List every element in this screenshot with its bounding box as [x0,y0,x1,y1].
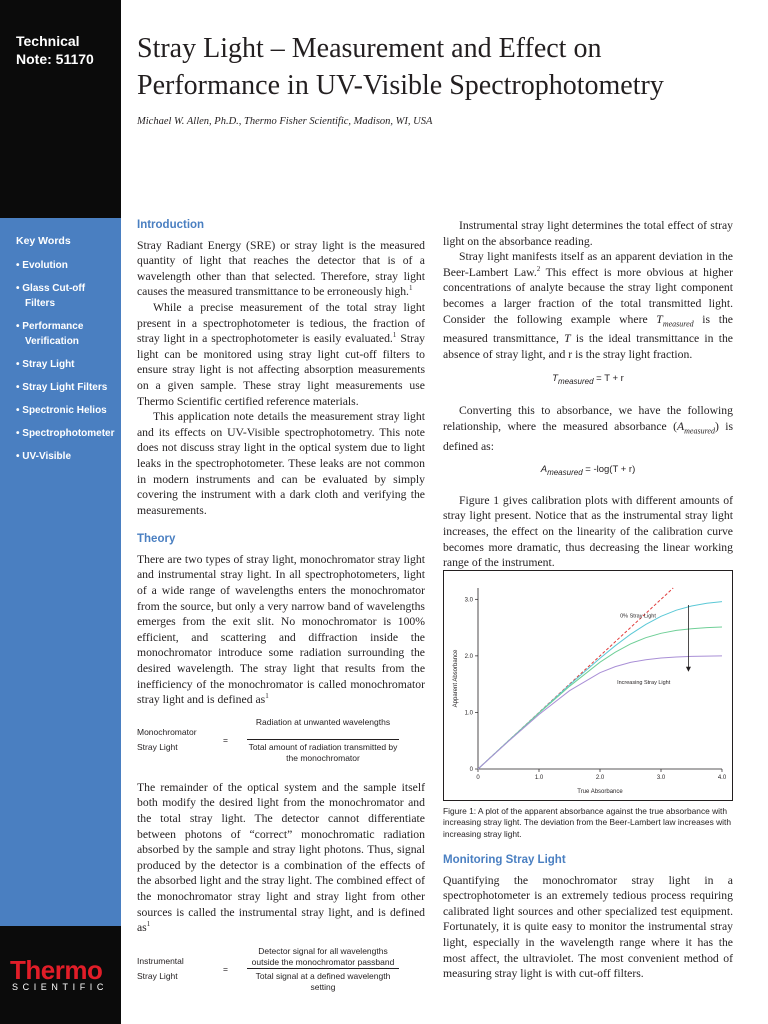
keyword-item: • UV-Visible [16,451,72,462]
keyword-item: • Evolution [16,260,68,271]
absorbance-formula [443,462,733,480]
keyword-item: • Performance Verification [16,321,84,347]
technical-note-line1: Technical [16,33,80,49]
introduction-heading: Introduction [137,219,205,231]
y-tick-label: 1.0 [464,710,473,717]
equation-label: Instrumental [137,955,184,966]
equation-label: Monochromator [137,726,197,737]
var-subscript: measured [547,468,583,478]
var-T: T [656,312,663,326]
keyword-item: • Stray Light [16,359,75,370]
thermo-logo: Thermo [10,955,103,985]
right-column-bottom [443,853,733,982]
y-tick-label: 0 [469,767,473,773]
theory-p1-text: There are two types of stray light, monochromator stray light and instrumental stray light. In all spectrophotometers, light of a wide range of wavelengths enters the monochromator from the source, but only a very narrow band of wavelengths emerges from the exit slit. No monochromator is 100% efficient, and scattering and diffraction inside the monochromator introduce some radiation surrounding the desired wavelength. The stray light that results from the inefficiency of the monochromator is called monochromator stray light and is defined as [137,552,425,707]
keyword-item: • Spectrophotometer [16,428,115,439]
keyword-item: • Glass Cut-off Filters [16,283,86,309]
right-p2b-text: This effect is more obvious at higher concentrations of analyte because the stray light component becomes a larger fraction of the total transmitted light. Consider the following example where [443,265,733,326]
var-A: A [540,464,548,476]
monitoring-stray-light-heading: Monitoring Stray Light [443,854,566,866]
figure-1-box [443,570,733,801]
technical-note-number: Note: 51170 [16,51,94,67]
theory-heading: Theory [137,533,176,546]
y-tick-label: 3.0 [464,597,473,604]
series-line-2 [478,627,722,769]
intro-p1-text: Stray Radiant Energy (SRE) or stray light is the measured quantity of light that reaches the detector that is of a wavelength other than that selected. Therefore, stray light causes the measured transmittance to be erroneously high. [137,238,425,299]
footnote-ref: 1 [146,920,151,929]
right-column [443,218,733,571]
var-subscript: measured [684,426,715,436]
absorbance-chart [444,571,732,800]
intro-p2b-text: Stray light can be monitored using stray light cut-off filters to ensure stray light is not affecting absorption measurements on a given sample. These stray light measurements use Thermo Scientific certified reference materials. [137,332,425,408]
right-p2c-text: is the measured transmittance, [443,312,733,346]
right-paragraph-4: Figure 1 gives calibration plots with different amounts of stray light present. Notice that as the instrumental stray light increases, the effect on the linearity of the calibration curve becomes more dramatic, thus decreasing the linear working range of the instrument. [443,493,733,570]
theory-paragraph-2 [137,780,425,936]
right-p3-text: Converting this to absorbance, we have the following relationship, where the measured absorbance ( [443,404,733,433]
equation-denominator: Total signal at a defined wavelength setting [255,970,391,992]
equation-label: Stray Light [137,970,178,981]
monochromator-stray-light-equation [137,717,425,767]
right-p2a-text: Stray light manifests itself as an apparent deviation in the Beer-Lambert Law. [443,250,733,279]
var-subscript: measured [557,376,594,386]
var-subscript: measured [662,318,694,328]
keywords-title: Key Words [16,235,71,247]
intro-paragraph-2 [137,300,425,409]
intro-p2a-text: While a precise measurement of the total stray light present in a spectrophotometer is tedious, the fraction of stray light in a spectrophotometer is easily evaluated. [137,300,425,346]
intro-paragraph-3: This application note details the measurement stray light and its effects on UV-Visible spectrophotometry. This note does not discuss stray light in the optical system due to light leaks in the spectrophotometer. These leaks are not common in modern instruments and can be evaluated by simply covering the instrument with a dark cloth and verifying the measurements. [137,410,425,517]
keywords-list [16,258,116,472]
var-T: T [564,332,571,346]
footnote-ref: 1 [265,692,269,701]
formula-rhs: = -log(T + r) [582,464,636,476]
footnote-ref: 1 [408,284,413,293]
series-line-3 [478,656,722,769]
monitoring-paragraph: Quantifying the monochromator stray light in a spectrophotometer is an extremely tedious process requiring calibrated light sources and other specialized test equipment. Fortunately, it is quite easy to monitor the instrumental stray light, especially in the wavelength range where it has the most affect, the ultraviolet. The most convenient method of measuring stray light is with cut-off filters. [443,873,733,981]
equals-sign: = [223,963,228,974]
page-title [137,30,757,104]
annotation-zero-stray: 0% Stray Light [620,613,656,620]
technical-note-label [16,32,94,68]
equation-numerator: Radiation at unwanted wavelengths [255,716,391,727]
equals-sign: = [223,734,228,745]
var-A: A [677,419,685,433]
right-paragraph-1: Instrumental stray light determines the total effect of stray light on the absorbance reading. [443,219,733,248]
y-axis-label: Apparent Absorbance [453,649,459,708]
author-line: Michael W. Allen, Ph.D., Thermo Fisher Scientific, Madison, WI, USA [137,116,433,127]
x-tick-label: 4.0 [717,775,727,781]
var-T: T [552,372,558,384]
title-line1: Stray Light – Measurement and Effect on [137,33,602,64]
theory-p2-text: The remainder of the optical system and the sample itself both modify the desired light from the monochromator and the total stray light. The detector cannot differentiate between photons of “correct” monochromatic radiation absorbed by the sample and stray light photons. Thus, signal produced by the detector is a combination of the effects of the absorbed light and the stray light. The combined effect of the monochromator stray light and stray light from other sources is called the instrumental stray light, and is defined as [137,780,425,935]
title-line2: Performance in UV-Visible Spectrophotometry [137,70,664,101]
theory-paragraph-1 [137,552,425,708]
left-column [137,218,425,1009]
keyword-item: • Spectronic Helios [16,405,107,416]
right-p3-end: ) is defined as: [443,419,734,453]
x-tick-label: 0 [476,775,480,781]
fraction-bar [247,739,399,740]
x-tick-label: 2.0 [595,775,605,781]
equation-denominator: Total amount of radiation transmitted by the monochromator [248,741,398,763]
keyword-item: • Stray Light Filters [16,382,108,393]
formula-rhs: = T + r [593,372,624,384]
instrumental-stray-light-equation [137,946,425,996]
right-paragraph-3 [443,403,733,454]
right-p2d-text: is the ideal transmittance in the absence of stray light, and r is the stray light fraction. [443,332,733,362]
series-line-1 [478,602,722,769]
equation-label: Stray Light [137,741,178,752]
x-tick-label: 3.0 [656,775,666,781]
figure-1-caption: Figure 1: A plot of the apparent absorbance against the true absorbance with increasing stray light. The deviation from the Beer-Lambert law increases with increasing stray light. [443,806,731,839]
right-paragraph-2 [443,249,733,362]
x-tick-label: 1.0 [534,775,544,781]
footnote-ref: 1 [392,331,397,340]
fraction-bar [247,968,399,969]
intro-paragraph-1 [137,238,425,300]
scientific-logo-subtitle: SCIENTIFIC [12,982,109,992]
x-axis-label: True Absorbance [577,789,623,795]
footnote-ref: 2 [536,264,541,273]
annotation-increasing-stray: Increasing Stray Light [617,680,671,687]
transmittance-formula [443,371,733,389]
y-tick-label: 2.0 [464,653,473,660]
stray-arrow-head [686,667,691,672]
equation-numerator: Detector signal for all wavelengths outside the monochromator passband [251,945,395,967]
